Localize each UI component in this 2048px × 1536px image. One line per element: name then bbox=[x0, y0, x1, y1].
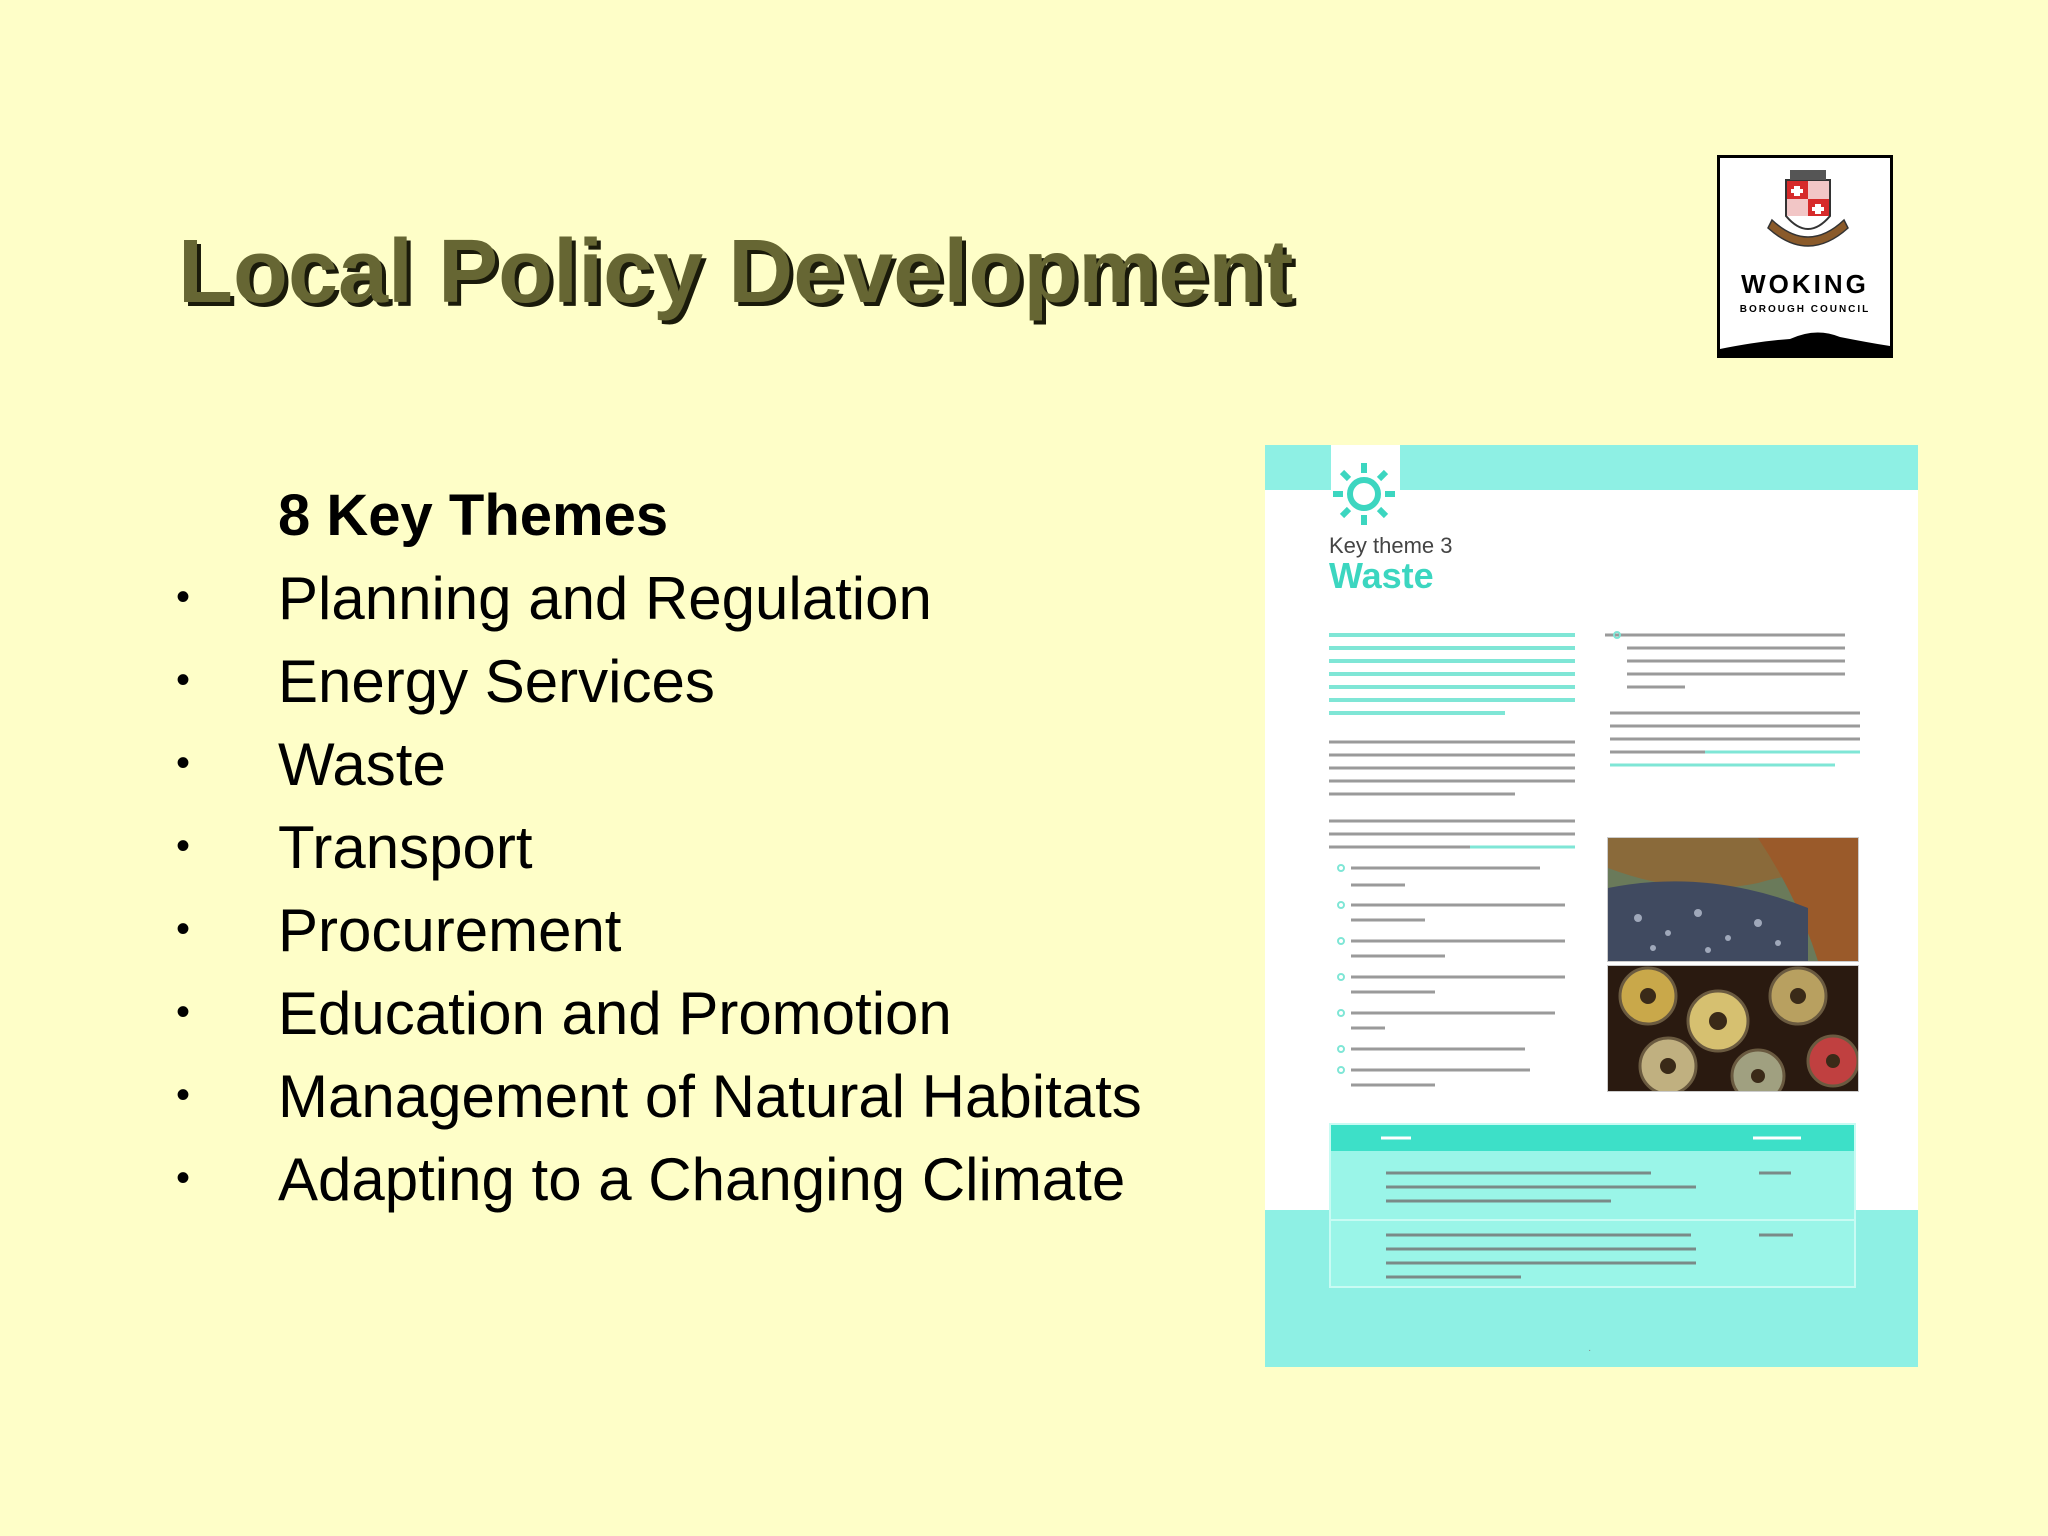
list-item bbox=[0, 978, 1200, 1061]
cans-photo bbox=[1607, 965, 1859, 1092]
bullet-icon: • bbox=[176, 824, 191, 868]
bullet-icon: • bbox=[176, 907, 191, 951]
action-table-rows bbox=[1331, 1125, 1854, 1286]
logo-subtitle: BOROUGH COUNCIL bbox=[1739, 304, 1871, 315]
logo-wordmark: WOKING bbox=[1741, 269, 1869, 299]
theme-label: Procurement bbox=[278, 897, 622, 964]
theme-label: Waste bbox=[278, 731, 446, 798]
bullet-icon: • bbox=[176, 741, 191, 785]
theme-label: Education and Promotion bbox=[278, 980, 952, 1047]
bullet-icon: • bbox=[176, 990, 191, 1034]
bullet-icon: • bbox=[176, 658, 191, 702]
theme-label: Adapting to a Changing Climate bbox=[278, 1146, 1126, 1213]
woking-borough-council-logo bbox=[1717, 155, 1893, 358]
council-crest-icon bbox=[1720, 158, 1893, 268]
theme-label: Transport bbox=[278, 814, 533, 881]
theme-label: Planning and Regulation bbox=[278, 565, 932, 632]
bullet-icon: • bbox=[176, 575, 191, 619]
slide-title: Local Policy Development bbox=[178, 222, 1294, 322]
bullet-icon: • bbox=[176, 1156, 191, 1200]
landfill-image bbox=[1608, 838, 1858, 961]
list-item bbox=[0, 563, 1200, 646]
action-table bbox=[1329, 1123, 1856, 1288]
list-item bbox=[0, 1061, 1200, 1144]
document-page-thumbnail bbox=[1265, 445, 1918, 1367]
key-themes-heading: 8 Key Themes bbox=[278, 483, 669, 548]
list-item bbox=[0, 895, 1200, 978]
logo-hills-icon bbox=[1720, 323, 1893, 358]
document-title: Waste bbox=[1329, 555, 1434, 596]
document-kicker: Key theme 3 bbox=[1329, 533, 1453, 558]
list-item bbox=[0, 729, 1200, 812]
bullet-icon: • bbox=[176, 1073, 191, 1117]
list-item bbox=[0, 1144, 1200, 1227]
cans-image bbox=[1608, 966, 1858, 1091]
document-page-marker: · bbox=[1588, 1345, 1592, 1356]
theme-label: Management of Natural Habitats bbox=[278, 1063, 1142, 1130]
theme-label: Energy Services bbox=[278, 648, 715, 715]
list-item bbox=[0, 812, 1200, 895]
list-item bbox=[0, 646, 1200, 729]
landfill-photo bbox=[1607, 837, 1859, 962]
